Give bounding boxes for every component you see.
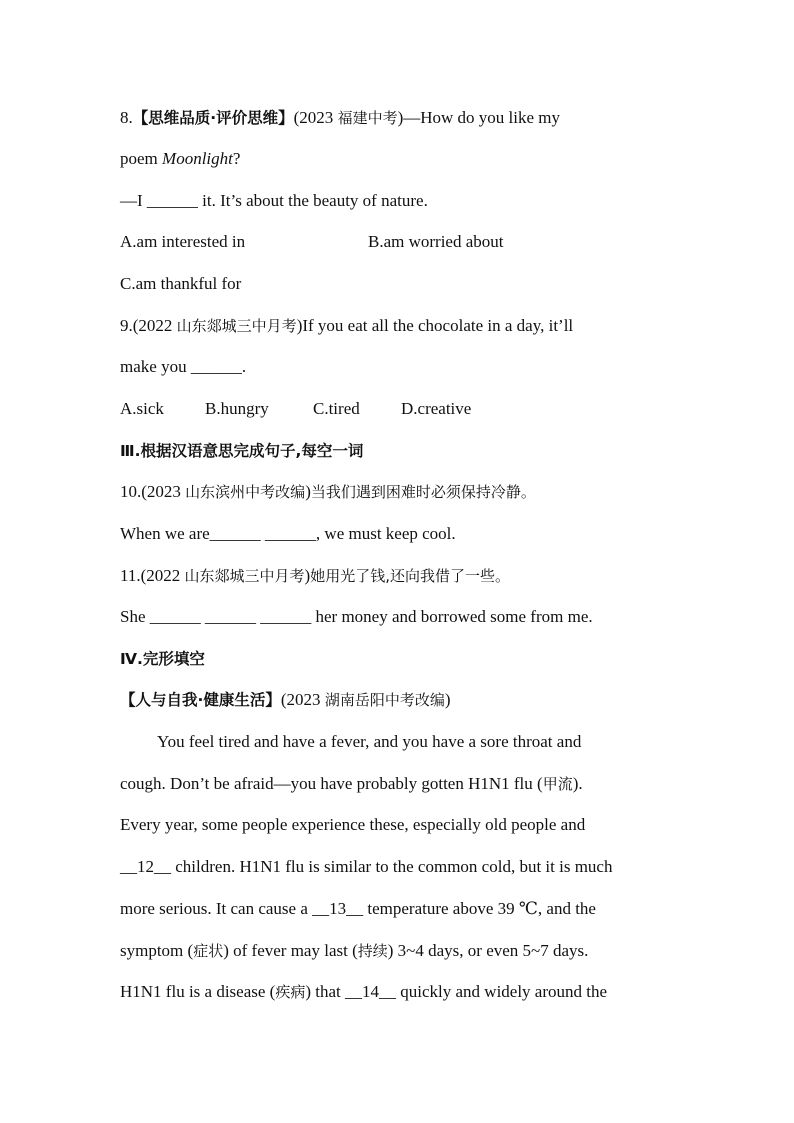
q8-line-1: 8.【思维品质·评价思维】(2023 福建中考)—How do you like my <box>120 108 561 127</box>
section-4-title: Ⅳ.完形填空 <box>120 650 205 668</box>
q9-option-a: A.sick <box>120 399 164 418</box>
passage-header: 【人与自我·健康生活】(2023 湖南岳阳中考改编) <box>120 690 451 709</box>
q10-answer-line: When we are______ ______, we must keep cool. <box>120 524 456 543</box>
q9-option-b: B.hungry <box>205 399 269 418</box>
q8-question-text: —How do you like my <box>403 108 561 127</box>
q8-option-a: A.am interested in <box>120 232 246 251</box>
q8-option-c: C.am thankful for <box>120 274 242 293</box>
q9-option-c: C.tired <box>313 399 360 418</box>
blank-13[interactable]: __13__ <box>312 899 364 918</box>
q11-prompt: 她用光了钱,还向我借了一些。 <box>310 567 510 585</box>
q8-option-b: B.am worried about <box>368 232 504 251</box>
q11-answer-line: She ______ ______ ______ her money and borrowed some from me. <box>120 607 593 626</box>
q10-source: 山东滨州中考改编 <box>185 483 306 501</box>
q9-question-text: If you eat all the chocolate in a day, it’ll <box>302 316 574 335</box>
passage-line-1: You feel tired and have a fever, and you have a sore throat and <box>157 732 582 751</box>
q9-line-1: 9.(2022 山东郯城三中月考)If you eat all the chocolate in a day, it’ll <box>120 316 574 335</box>
q9-options <box>120 398 600 420</box>
q10-line-1: 10.(2023 山东滨州中考改编)当我们遇到困难时必须保持冷静。 <box>120 482 536 501</box>
passage-tag: 【人与自我·健康生活】 <box>120 691 281 709</box>
passage-line-5: more serious. It can cause a __13__ temperature above 39 ℃, and the <box>120 899 596 918</box>
q9-option-d: D.creative <box>401 399 472 418</box>
q8-number: 8. <box>120 108 133 127</box>
q8-options-row-1 <box>120 231 720 253</box>
q8-tag: 【思维品质·评价思维】 <box>132 109 294 127</box>
q11-source: 山东郯城三中月考 <box>184 567 305 585</box>
passage-line-7: H1N1 flu is a disease (疾病) that __14__ quickly and widely around the <box>120 982 608 1001</box>
passage-source: 湖南岳阳中考改编 <box>324 691 445 709</box>
passage-line-6: symptom (症状) of fever may last (持续) 3~4 days, or even 5~7 days. <box>120 941 589 960</box>
q10-prompt: 当我们遇到困难时必须保持冷静。 <box>310 483 536 501</box>
q9-source: 山东郯城三中月考 <box>176 317 297 335</box>
passage-line-4: __12__ children. H1N1 flu is similar to the common cold, but it is much <box>120 857 613 876</box>
q11-line-1: 11.(2022 山东郯城三中月考)她用光了钱,还向我借了一些。 <box>120 566 510 585</box>
q8-line-2: poem Moonlight? <box>120 149 241 168</box>
passage-line-2: cough. Don’t be afraid—you have probably gotten H1N1 flu (甲流). <box>120 774 583 793</box>
blank-14[interactable]: __14__ <box>345 982 396 1001</box>
poem-title: Moonlight <box>162 149 233 168</box>
section-3-title: Ⅲ.根据汉语意思完成句子,每空一词 <box>120 442 364 460</box>
q8-line-3: —I ______ it. It’s about the beauty of nature. <box>120 191 428 210</box>
q9-line-2: make you ______. <box>120 357 247 376</box>
q8-source: 福建中考 <box>337 109 398 127</box>
blank-12[interactable]: __12__ <box>120 857 171 876</box>
passage-line-3: Every year, some people experience these, especially old people and <box>120 815 586 834</box>
